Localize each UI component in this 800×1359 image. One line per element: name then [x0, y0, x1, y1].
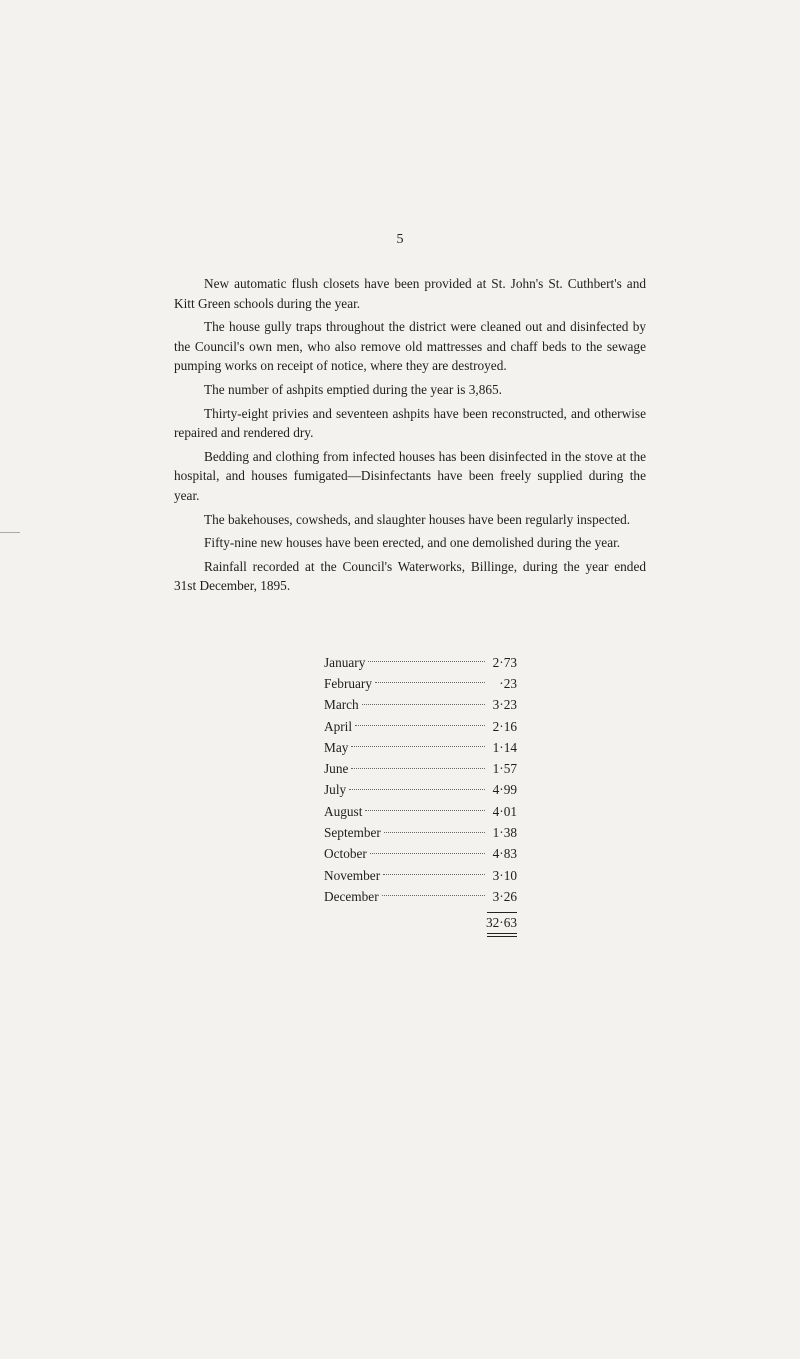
table-row	[324, 673, 517, 694]
rainfall-value: 4·99	[492, 782, 517, 798]
paragraph-disinfection: Bedding and clothing from infected houses has been disinfected in the stove at the hospital, and houses fumigated—Disinfectants have been freely supplied during the year.	[174, 448, 646, 503]
rainfall-value: 1·57	[492, 761, 517, 777]
paragraph-rainfall-intro: Rainfall recorded at the Council's Waterworks, Billinge, during the year ended 31st December, 1895.	[174, 558, 646, 594]
table-row	[324, 758, 517, 779]
table-row	[324, 716, 517, 737]
rainfall-value: 4·83	[492, 846, 517, 862]
dot-leader	[351, 767, 485, 769]
table-row	[324, 822, 517, 843]
table-row	[324, 801, 517, 822]
table-row	[324, 780, 517, 801]
dot-leader	[375, 681, 485, 683]
month-label: February	[324, 675, 372, 691]
month-label: April	[324, 718, 353, 734]
dot-leader	[365, 809, 485, 811]
dot-leader	[384, 831, 485, 833]
body-text	[174, 274, 646, 600]
paragraph-new-houses: Fifty-nine new houses have been erected, and one demolished during the year.	[204, 535, 621, 551]
dot-leader	[383, 873, 485, 875]
month-label: May	[324, 739, 349, 755]
paragraph-inspections: The bakehouses, cowsheds, and slaughter houses have been regularly inspected.	[204, 511, 631, 527]
table-row	[324, 652, 517, 673]
month-label: June	[324, 761, 349, 777]
dot-leader	[368, 660, 485, 662]
month-label: November	[324, 867, 381, 883]
rainfall-value: 3·26	[492, 888, 517, 904]
dot-leader	[382, 894, 485, 896]
month-label: December	[324, 888, 379, 904]
scan-edge-mark	[0, 532, 20, 533]
paragraph-gully-traps: The house gully traps throughout the district were cleaned out and disinfected by the Council's own men, who also remove old mattresses and chaff beds to the sewage pumping works on receipt of notice, where they are destroyed.	[174, 319, 646, 374]
dot-leader	[351, 745, 485, 747]
table-row	[324, 737, 517, 758]
dot-leader	[362, 703, 485, 705]
rainfall-value: 1·14	[492, 739, 517, 755]
dot-leader	[349, 788, 485, 790]
page-number: 5	[396, 232, 404, 247]
dot-leader	[370, 852, 485, 854]
table-row	[324, 844, 517, 865]
dot-leader	[355, 724, 485, 726]
rainfall-total: 32·63	[485, 914, 517, 930]
paragraph-ashpits-emptied: The number of ashpits emptied during the year is 3,865.	[204, 381, 503, 397]
table-row	[324, 886, 517, 907]
rainfall-value: 2·73	[492, 654, 517, 670]
month-label: January	[324, 654, 366, 670]
month-label: July	[324, 782, 347, 798]
month-label: September	[324, 825, 381, 841]
paragraph-privies-reconstructed: Thirty-eight privies and seventeen ashpits have been reconstructed, and otherwise repaired and rendered dry.	[174, 405, 646, 441]
month-label: August	[324, 803, 363, 819]
rainfall-value: ·23	[499, 675, 517, 691]
rainfall-value: 3·10	[492, 867, 517, 883]
month-label: March	[324, 697, 359, 713]
month-label: October	[324, 846, 367, 862]
total-double-rule	[487, 933, 517, 937]
table-row	[324, 865, 517, 886]
rainfall-value: 3·23	[492, 697, 517, 713]
paragraph-school-closets: New automatic flush closets have been provided at St. John's St. Cuthbert's and Kitt Green schools during the year.	[174, 276, 646, 311]
rainfall-value: 1·38	[492, 825, 517, 841]
rainfall-value: 4·01	[492, 803, 517, 819]
rainfall-value: 2·16	[492, 718, 517, 734]
table-row	[324, 695, 517, 716]
rainfall-table	[324, 652, 517, 937]
